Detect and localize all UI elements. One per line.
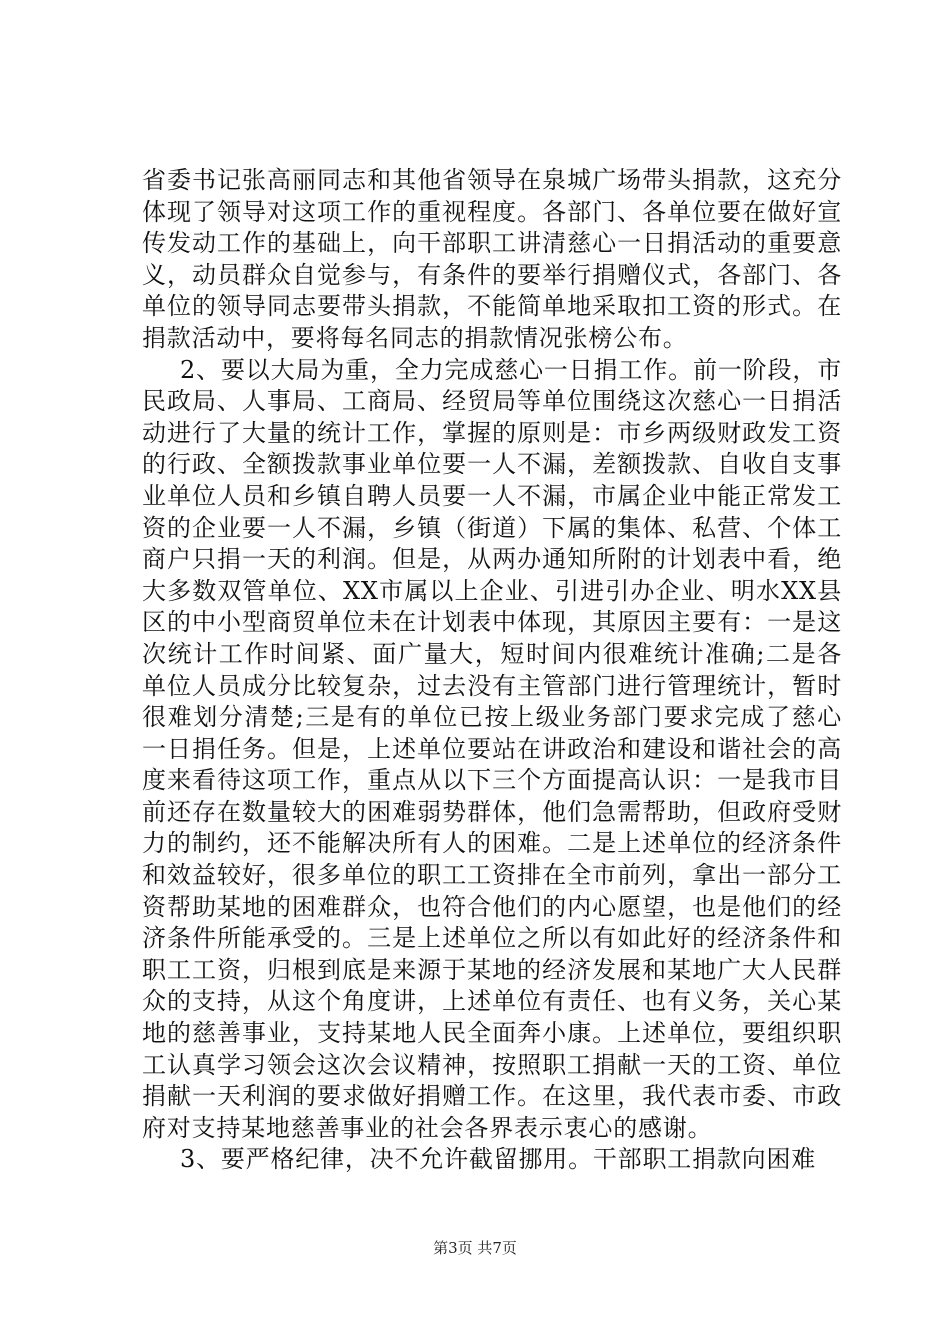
paragraph-continuation: 省委书记张高丽同志和其他省领导在泉城广场带头捐款，这充分体现了领导对这项工作的重视程度。各部门、各单位要在做好宣传发动工作的基础上，向干部职工讲清慈心一日捐活动的重要意义，动员群众自觉参与，有条件的要举行捐赠仪式，各部门、各单位的领导同志要带头捐款，不能简单地采取扣工资的形式。在捐款活动中，要将每名同志的捐款情况张榜公布。 bbox=[142, 166, 842, 352]
document-body bbox=[142, 165, 842, 1176]
paragraph-item-3: 3、要严格纪律，决不允许截留挪用。干部职工捐款向困难 bbox=[180, 1145, 817, 1174]
page-number-footer: 第3页 共7页 bbox=[433, 1239, 517, 1257]
paragraph-item-2: 2、要以大局为重，全力完成慈心一日捐工作。前一阶段，市民政局、人事局、工商局、经贸局等单位围绕这次慈心一日捐活动进行了大量的统计工作，掌握的原则是：市乡两级财政发工资的行政、全额拨款事业单位要一人不漏，差额拨款、自收自支事业单位人员和乡镇自聘人员要一人不漏，市属企业中能正常发工资的企业要一人不漏，乡镇（街道）下属的集体、私营、个体工商户只捐一天的利润。但是，从两办通知所附的计划表中看，绝大多数双管单位、XX市属以上企业、引进引办企业、明水XX县区的中小型商贸单位未在计划表中体现，其原因主要有：一是这次统计工作时间紧、面广量大，短时间内很难统计准确;二是各单位人员成分比较复杂，过去没有主管部门进行管理统计，暂时很难划分清楚;三是有的单位已按上级业务部门要求完成了慈心一日捐任务。但是，上述单位要站在讲政治和建设和谐社会的高度来看待这项工作，重点从以下三个方面提高认识：一是我市目前还存在数量较大的困难弱势群体，他们急需帮助，但政府受财力的制约，还不能解决所有人的困难。二是上述单位的经济条件和效益较好，很多单位的职工工资排在全市前列，拿出一部分工资帮助某地的困难群众，也符合他们的内心愿望，也是他们的经济条件所能承受的。三是上述单位之所以有如此好的经济条件和职工工资，归根到底是来源于某地的经济发展和某地广大人民群众的支持，从这个角度讲，上述单位有责任、也有义务，关心某地的慈善事业，支持某地人民全面奔小康。上述单位，要组织职工认真学习领会这次会议精神，按照职工捐献一天的工资、单位捐献一天利润的要求做好捐赠工作。在这里，我代表市委、市政府对支持某地慈善事业的社会各界表示衷心的感谢。 bbox=[142, 355, 842, 1142]
